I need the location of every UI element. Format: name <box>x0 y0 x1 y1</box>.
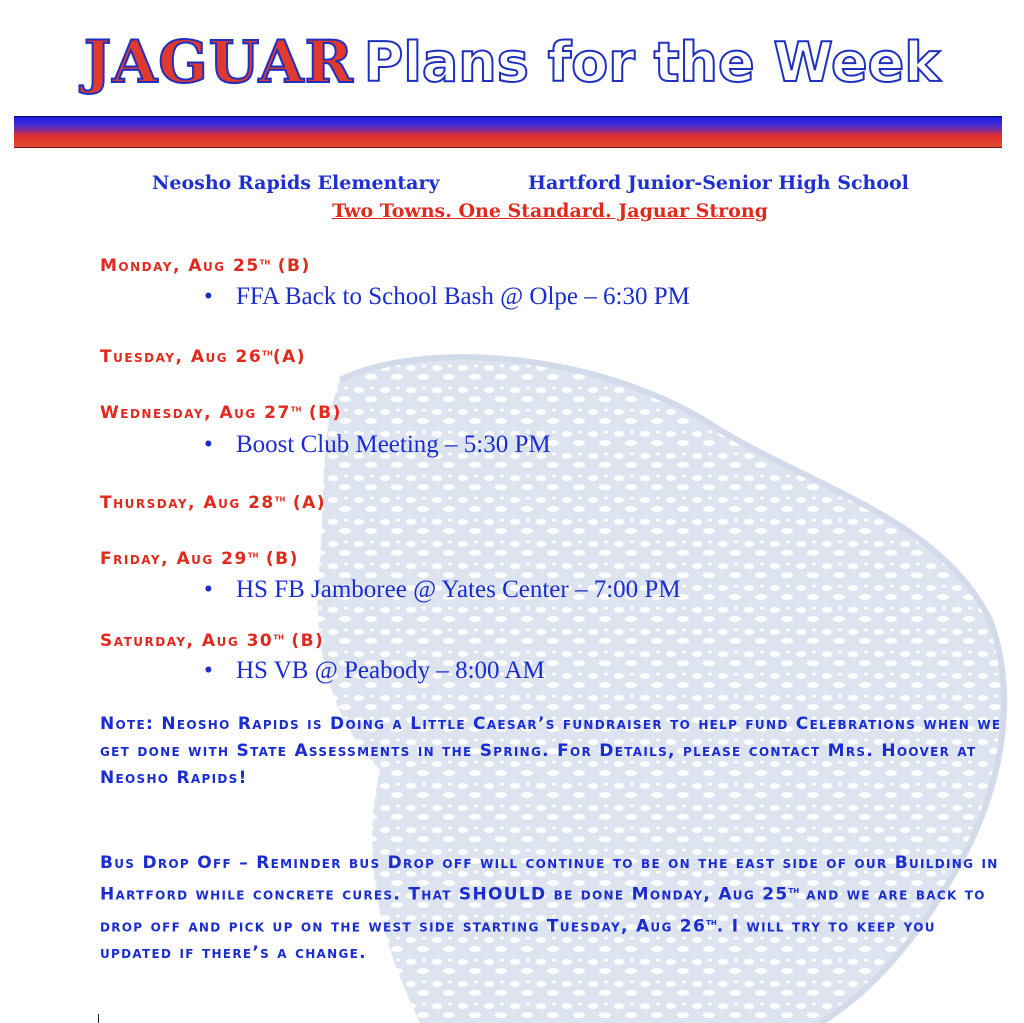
event-item: • HS VB @ Peabody – 8:00 AM <box>204 657 545 684</box>
event-item: • HS FB Jamboree @ Yates Center – 7:00 PM <box>204 576 681 603</box>
page-title <box>0 28 1024 96</box>
event-item: • Boost Club Meeting – 5:30 PM <box>204 431 551 458</box>
bullet-icon: • <box>204 576 213 603</box>
bus-drop-off-note: Bus Drop Off – Reminder bus Drop off will continue to be on the east side of our Building in Hartford while concrete cures. That SHOULD be done Monday, Aug 25th and we are back to drop off and pick up on the west side starting Tuesday, Aug 26th. I will try to keep you updated if there’s a change. <box>100 853 999 964</box>
day-heading-saturday: Saturday, Aug 30th (B) <box>100 631 325 651</box>
motto: Two Towns. One Standard. Jaguar Strong <box>332 200 768 222</box>
school-right: Hartford Junior-Senior High School <box>528 172 909 194</box>
day-heading-wednesday: Wednesday, Aug 27th (B) <box>100 403 342 423</box>
event-item: • FFA Back to School Bash @ Olpe – 6:30 PM <box>204 283 690 310</box>
bullet-icon: • <box>204 657 213 684</box>
title-plans: Plans for the Week <box>363 30 941 94</box>
day-heading-friday: Friday, Aug 29th (B) <box>100 549 299 569</box>
title-jaguar: JAGUAR <box>83 28 354 96</box>
school-left: Neosho Rapids Elementary <box>152 172 440 194</box>
day-heading-tuesday: Tuesday, Aug 26th(A) <box>100 347 307 367</box>
fundraiser-note: Note: Neosho Rapids is Doing a Little Caesar’s fundraiser to help fund Celebrations when we get done with State Assessments in the Spring. For Details, please contact Mrs. Hoover at Neosho Rapids! <box>100 714 1002 788</box>
bullet-icon: • <box>204 431 213 458</box>
day-heading-monday: Monday, Aug 25th (B) <box>100 256 311 276</box>
bullet-icon: • <box>204 283 213 310</box>
text-cursor <box>98 1014 99 1023</box>
day-heading-thursday: Thursday, Aug 28th (A) <box>100 493 327 513</box>
header-stripe <box>14 116 1002 148</box>
